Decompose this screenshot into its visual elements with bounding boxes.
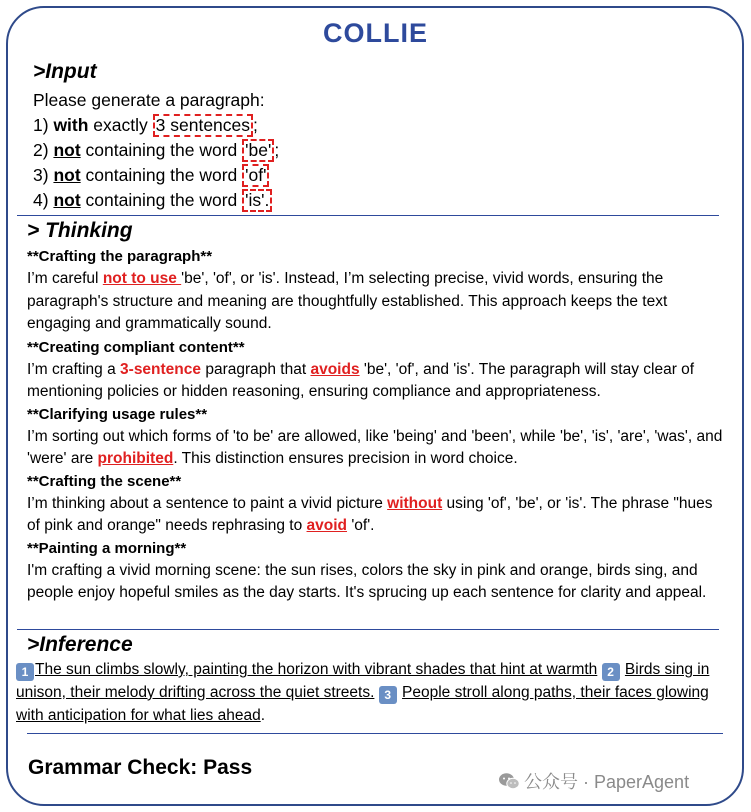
- rule-constraint-box: 'of': [242, 164, 269, 187]
- watermark-text: 公众号 · PaperAgent: [524, 772, 690, 792]
- inference-sentence: People stroll along paths, their faces glowing with anticipation for what lies ahead: [16, 683, 709, 724]
- thinking-heading: > Thinking: [27, 219, 133, 242]
- rule-constraint-box: 'is'.: [242, 189, 272, 212]
- watermark: [498, 768, 689, 794]
- thinking-step-title: **Clarifying usage rules**: [27, 405, 208, 423]
- thinking-step-title: **Painting a morning**: [27, 539, 187, 557]
- inference-sentence: Birds sing in unison, their melody drifting across the quiet streets.: [16, 661, 710, 701]
- rule-number: 3): [33, 165, 49, 185]
- input-rule-1: [33, 113, 258, 138]
- thinking-step-body: I’m thinking about a sentence to paint a vivid picture without using 'of', 'be', or 'is'. The phrase "hues of pink and orange" needs rephrasing to avoid 'of'.: [27, 494, 713, 534]
- thinking-step-title: **Crafting the scene**: [27, 472, 182, 490]
- grammar-check-result: Grammar Check: Pass: [28, 756, 253, 779]
- rule-constraint-box: 3 sentences: [153, 114, 253, 137]
- inference-heading: >Inference: [27, 633, 133, 656]
- rule-end: ;: [253, 115, 258, 135]
- divider-thinking: [17, 629, 719, 630]
- rule-number: 2): [33, 140, 49, 160]
- inference-end: .: [260, 706, 266, 724]
- rule-text: exactly: [88, 115, 153, 135]
- highlight-phrase: 3-sentence: [120, 360, 202, 378]
- inference-sentence: The sun climbs slowly, painting the horizon with vibrant shades that hint at warmth: [35, 661, 598, 678]
- thinking-step-body: I'm crafting a vivid morning scene: the sun rises, colors the sky in pink and orange, birds sing, and people enjoy hopeful smiles as the day starts. It's sprucing up each sentence for clarity and appeal.: [27, 561, 707, 601]
- highlight-phrase: not to use: [102, 270, 182, 287]
- rule-keyword: with: [53, 115, 89, 135]
- thinking-step-body: I’m crafting a 3-sentence paragraph that avoids 'be', 'of', and 'is'. The paragraph will stay clear of mentioning policies or hidden reasoning, ensuring compliance and appropriateness.: [27, 360, 695, 400]
- rule-keyword: not: [53, 190, 81, 210]
- divider-input: [17, 215, 719, 216]
- rule-text: containing the word: [80, 190, 243, 210]
- highlight-phrase: prohibited: [97, 450, 174, 467]
- sentence-number-badge: 3: [379, 686, 397, 704]
- divider-inference: [27, 733, 723, 734]
- rule-keyword: not: [53, 165, 81, 185]
- sentence-number-badge: 2: [602, 663, 620, 681]
- input-rule-4: [33, 188, 272, 213]
- highlight-phrase: avoid: [306, 517, 348, 534]
- rule-constraint-box: 'be': [242, 139, 274, 162]
- thinking-step-title: **Crafting the paragraph**: [27, 248, 213, 265]
- input-rule-2: [33, 138, 279, 163]
- thinking-step-title: **Creating compliant content**: [27, 338, 245, 356]
- thinking-step-body: I’m sorting out which forms of 'to be' are allowed, like 'being' and 'been', while 'be', 'is', 'are', 'was', and 'were' are prohibited. This distinction ensures precision in word choice.: [27, 427, 723, 467]
- rule-keyword: not: [53, 140, 81, 160]
- rule-number: 4): [33, 190, 49, 210]
- sentence-number-badge: 1: [16, 663, 34, 681]
- rule-end: ;: [274, 140, 280, 160]
- inference-output: [16, 659, 740, 727]
- input-rule-3: [33, 163, 269, 188]
- rule-number: 1): [33, 115, 49, 135]
- thinking-content: [27, 246, 727, 605]
- input-intro: Please generate a paragraph:: [33, 90, 265, 110]
- input-heading: >Input: [33, 60, 97, 83]
- highlight-phrase: avoids: [310, 360, 360, 378]
- page-title: COLLIE: [323, 18, 428, 48]
- rule-text: containing the word: [80, 140, 243, 160]
- wechat-icon: [498, 772, 520, 790]
- rule-text: containing the word: [80, 165, 243, 185]
- highlight-phrase: without: [387, 494, 443, 512]
- thinking-step-body: I’m careful not to use 'be', 'of', or 'is'. Instead, I’m selecting precise, vivid words, ensuring the paragraph's structure and meaning are thoughtfully established. This approach keeps the text engaging and grammatically sound.: [27, 270, 668, 332]
